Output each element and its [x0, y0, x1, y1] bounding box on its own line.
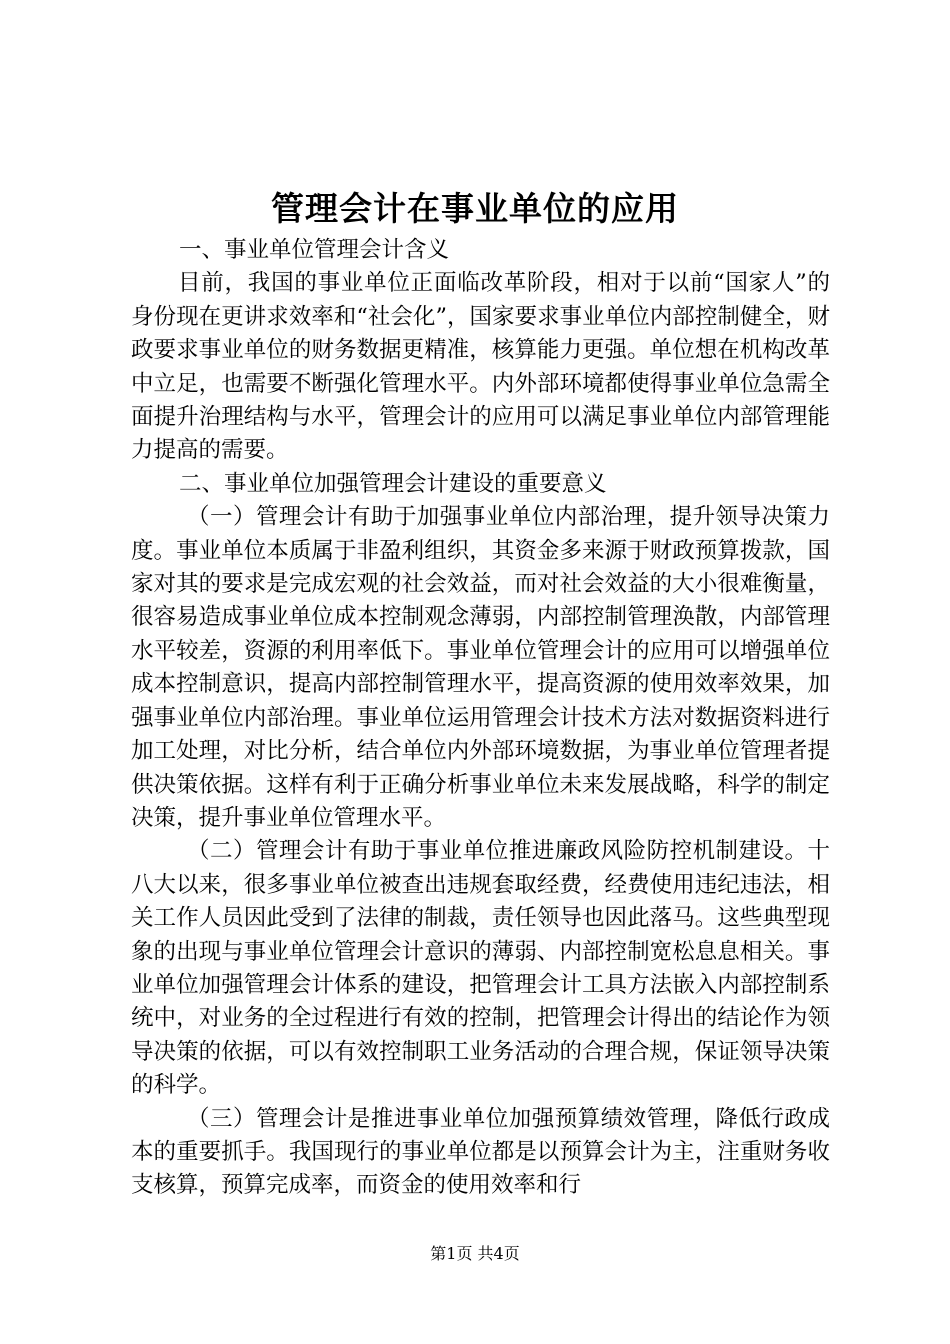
paragraph: （三）管理会计是推进事业单位加强预算绩效管理，降低行政成本的重要抓手。我国现行的事业单位都是以预算会计为主，注重财务收支核算，预算完成率，而资金的使用效率和行 — [131, 1105, 830, 1199]
section-heading: 一、事业单位管理会计含义 — [179, 237, 450, 263]
paragraph: 目前，我国的事业单位正面临改革阶段，相对于以前“国家人”的身份现在更讲求效率和“社会化”，国家要求事业单位内部控制健全，财政要求事业单位的财务数据更精准，核算能力更强。单位想在机构改革中立足，也需要不断强化管理水平。内外部环境都使得事业单位急需全面提升治理结构与水平，管理会计的应用可以满足事业单位内部管理能力提高的需要。 — [131, 270, 830, 464]
page-footer: 第1页 共4页 — [430, 1244, 520, 1263]
paragraph: （二）管理会计有助于事业单位推进廉政风险防控机制建设。十八大以来，很多事业单位被查出违规套取经费，经费使用违纪违法，相关工作人员因此受到了法律的制裁，责任领导也因此落马。这些典型现象的出现与事业单位管理会计意识的薄弱、内部控制宽松息息相关。事业单位加强管理会计体系的建设，把管理会计工具方法嵌入内部控制系统中，对业务的全过程进行有效的控制，把管理会计得出的结论作为领导决策的依据，可以有效控制职工业务活动的合理合规，保证领导决策的科学。 — [131, 838, 830, 1099]
document-body — [131, 234, 830, 1203]
document-title: 管理会计在事业单位的应用 — [271, 189, 679, 228]
section-heading: 二、事业单位加强管理会计建设的重要意义 — [179, 470, 607, 497]
paragraph: （一）管理会计有助于加强事业单位内部治理，提升领导决策力度。事业单位本质属于非盈利组织，其资金多来源于财政预算拨款，国家对其的要求是完成宏观的社会效益，而对社会效益的大小很难衡量，很容易造成事业单位成本控制观念薄弱，内部控制管理涣散，内部管理水平较差，资源的利用率低下。事业单位管理会计的应用可以增强单位成本控制意识，提高内部控制管理水平，提高资源的使用效率效果，加强事业单位内部治理。事业单位运用管理会计技术方法对数据资料进行加工处理，对比分析，结合单位内外部环境数据，为事业单位管理者提供决策依据。这样有利于正确分析事业单位未来发展战略，科学的制定决策，提升事业单位管理水平。 — [131, 504, 830, 831]
